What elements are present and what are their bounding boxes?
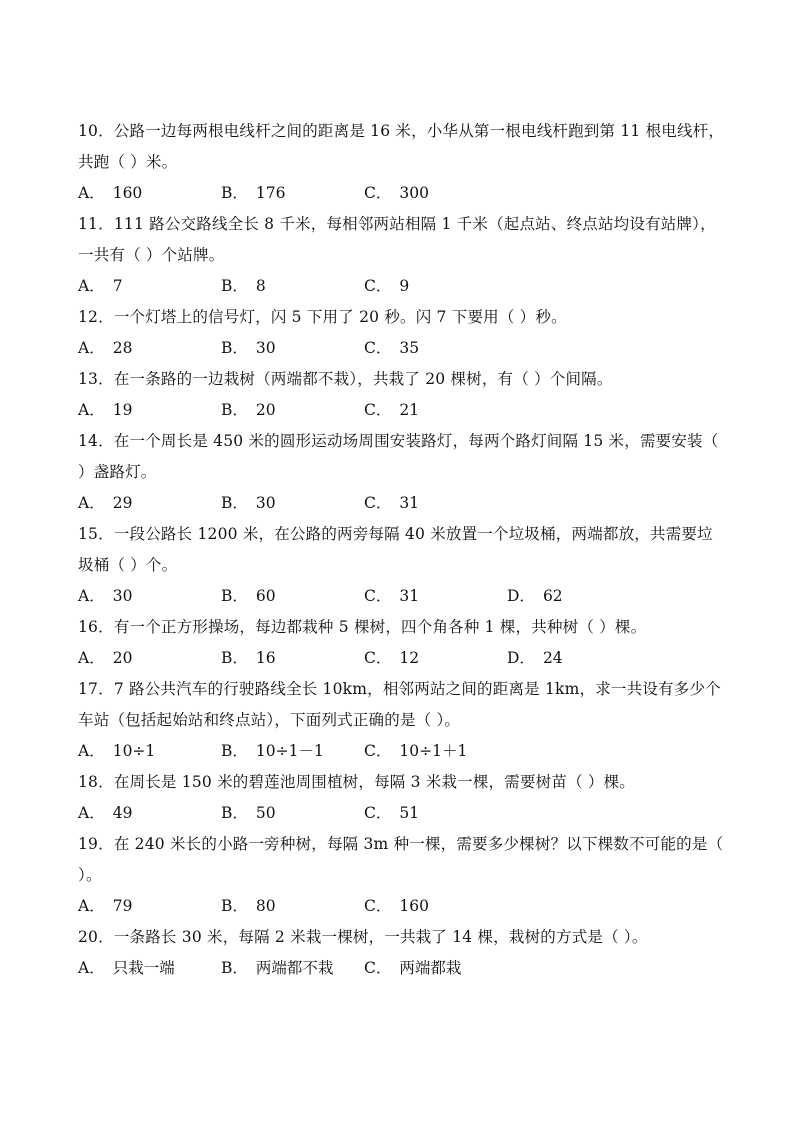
option-a[interactable]	[78, 798, 221, 829]
option-label: A．	[78, 401, 105, 419]
option-text: 10÷1－1	[255, 742, 324, 760]
question-stem	[78, 302, 728, 333]
question-15	[78, 519, 728, 612]
question-10	[78, 116, 728, 209]
option-text: 8	[255, 277, 266, 295]
option-text: 60	[255, 587, 276, 605]
option-label: A．	[78, 494, 105, 512]
option-text: 35	[399, 339, 420, 357]
option-text: 176	[255, 184, 286, 202]
question-number: 14．	[78, 432, 114, 450]
option-label: A．	[78, 277, 105, 295]
question-stem	[78, 674, 728, 736]
option-c[interactable]	[364, 271, 507, 302]
question-number: 18．	[78, 773, 114, 791]
question-stem	[78, 364, 728, 395]
option-label: A．	[78, 959, 105, 977]
option-label: C．	[364, 339, 392, 357]
option-c[interactable]	[364, 488, 507, 519]
option-label: A．	[78, 184, 105, 202]
option-label: C．	[364, 742, 392, 760]
question-text: 在一个周长是 450 米的圆形运动场周围安装路灯，每两个路灯间隔 15 米，需要安装（ ）盏路灯。	[78, 432, 719, 481]
option-text: 20	[255, 401, 276, 419]
question-stem	[78, 612, 728, 643]
option-text: 62	[542, 587, 563, 605]
option-label: C．	[364, 494, 392, 512]
option-b[interactable]	[221, 643, 364, 674]
option-d[interactable]	[507, 581, 650, 612]
option-c[interactable]	[364, 178, 507, 209]
question-16	[78, 612, 728, 674]
option-label: A．	[78, 339, 105, 357]
question-number: 10．	[78, 122, 114, 140]
option-b[interactable]	[221, 178, 364, 209]
option-text: 31	[399, 494, 420, 512]
question-number: 12．	[78, 308, 114, 326]
question-11	[78, 209, 728, 302]
question-number: 16．	[78, 618, 114, 636]
option-b[interactable]	[221, 798, 364, 829]
question-17	[78, 674, 728, 767]
option-c[interactable]	[364, 395, 507, 426]
option-label: A．	[78, 804, 105, 822]
question-text: 在周长是 150 米的碧莲池周围植树，每隔 3 米栽一棵，需要树苗（ ）棵。	[113, 773, 636, 791]
option-row	[78, 581, 728, 612]
option-a[interactable]	[78, 271, 221, 302]
option-text: 20	[112, 649, 133, 667]
option-row	[78, 798, 728, 829]
option-label: B．	[221, 401, 248, 419]
question-text: 一个灯塔上的信号灯，闪 5 下用了 20 秒。闪 7 下要用（ ）秒。	[113, 308, 567, 326]
option-label: A．	[78, 897, 105, 915]
question-number: 19．	[78, 835, 114, 853]
question-text: 一条路长 30 米，每隔 2 米栽一棵树，一共栽了 14 棵，栽树的方式是（ ）。	[113, 928, 648, 946]
option-b[interactable]	[221, 953, 364, 984]
question-stem	[78, 829, 728, 891]
option-row	[78, 891, 728, 922]
option-label: B．	[221, 184, 248, 202]
option-label: C．	[364, 897, 392, 915]
option-label: C．	[364, 804, 392, 822]
option-text: 7	[112, 277, 123, 295]
option-text: 30	[255, 339, 276, 357]
question-text: 在 240 米长的小路一旁种树，每隔 3m 种一棵，需要多少棵树？以下棵数不可能的是（ ）。	[78, 835, 724, 884]
option-row	[78, 333, 728, 364]
question-stem	[78, 209, 728, 271]
question-stem	[78, 116, 728, 178]
question-stem	[78, 767, 728, 798]
option-b[interactable]	[221, 395, 364, 426]
option-row	[78, 488, 728, 519]
option-row	[78, 395, 728, 426]
option-d[interactable]	[507, 643, 650, 674]
question-stem	[78, 922, 728, 953]
option-c[interactable]	[364, 798, 507, 829]
option-b[interactable]	[221, 333, 364, 364]
option-b[interactable]	[221, 581, 364, 612]
option-label: C．	[364, 959, 392, 977]
question-number: 11．	[78, 215, 114, 233]
question-text: 111 路公交路线全长 8 千米，每相邻两站相隔 1 千米（起点站、终点站均设有站牌），一共有（ ）个站牌。	[78, 215, 716, 264]
option-label: B．	[221, 959, 248, 977]
option-text: 30	[255, 494, 276, 512]
option-text: 24	[542, 649, 563, 667]
option-label: C．	[364, 401, 392, 419]
option-row	[78, 953, 728, 984]
option-b[interactable]	[221, 736, 364, 767]
option-text: 160	[399, 897, 429, 915]
option-row	[78, 736, 728, 767]
option-label: C．	[364, 277, 392, 295]
option-label: B．	[221, 897, 248, 915]
question-number: 17．	[78, 680, 114, 698]
option-row	[78, 643, 728, 674]
option-text: 10÷1	[112, 742, 156, 760]
question-20	[78, 922, 728, 984]
option-a[interactable]	[78, 953, 221, 984]
option-c[interactable]	[364, 953, 507, 984]
question-number: 15．	[78, 525, 114, 543]
option-label: B．	[221, 339, 248, 357]
option-c[interactable]	[364, 736, 507, 767]
option-text: 16	[255, 649, 276, 667]
option-label: D．	[507, 587, 535, 605]
option-a[interactable]	[78, 581, 221, 612]
option-label: C．	[364, 184, 392, 202]
option-text: 160	[112, 184, 143, 202]
option-label: B．	[221, 742, 248, 760]
option-text: 30	[112, 587, 133, 605]
option-text: 9	[399, 277, 410, 295]
option-row	[78, 271, 728, 302]
question-14	[78, 426, 728, 519]
question-13	[78, 364, 728, 426]
option-b[interactable]	[221, 488, 364, 519]
option-text: 300	[399, 184, 429, 202]
option-a[interactable]	[78, 488, 221, 519]
option-text: 28	[112, 339, 133, 357]
option-text: 50	[255, 804, 276, 822]
option-text: 10÷1＋1	[399, 742, 468, 760]
option-text: 80	[255, 897, 276, 915]
option-a[interactable]	[78, 736, 221, 767]
option-a[interactable]	[78, 395, 221, 426]
option-text: 29	[112, 494, 133, 512]
option-label: B．	[221, 587, 248, 605]
question-text: 7 路公共汽车的行驶路线全长 10km，相邻两站之间的距离是 1km，求一共设有多少个车站（包括起始站和终点站），下面列式正确的是（ ）。	[78, 680, 721, 729]
option-b[interactable]	[221, 891, 364, 922]
option-label: B．	[221, 277, 248, 295]
question-18	[78, 767, 728, 829]
option-label: D．	[507, 649, 535, 667]
option-row	[78, 178, 728, 209]
option-text: 31	[399, 587, 420, 605]
option-text: 19	[112, 401, 133, 419]
option-label: C．	[364, 649, 392, 667]
question-text: 一段公路长 1200 米，在公路的两旁每隔 40 米放置一个垃圾桶，两端都放，共需要垃圾桶（ ）个。	[78, 525, 713, 574]
question-text: 在一条路的一边栽树（两端都不栽），共栽了 20 棵树，有（ ）个间隔。	[113, 370, 613, 388]
option-label: A．	[78, 587, 105, 605]
question-text: 公路一边每两根电线杆之间的距离是 16 米，小华从第一根电线杆跑到第 11 根电线杆，共跑（ ）米。	[78, 122, 725, 171]
option-a[interactable]	[78, 333, 221, 364]
option-text: 21	[399, 401, 420, 419]
option-label: A．	[78, 649, 105, 667]
option-text: 49	[112, 804, 133, 822]
question-text: 有一个正方形操场，每边都栽种 5 棵树，四个角各种 1 棵，共种树（ ）棵。	[113, 618, 647, 636]
option-label: C．	[364, 587, 392, 605]
option-a[interactable]	[78, 178, 221, 209]
option-label: B．	[221, 804, 248, 822]
option-a[interactable]	[78, 891, 221, 922]
option-text: 两端都不栽	[255, 959, 334, 977]
option-c[interactable]	[364, 643, 507, 674]
question-list	[78, 116, 728, 984]
option-text: 79	[112, 897, 133, 915]
option-c[interactable]	[364, 333, 507, 364]
option-a[interactable]	[78, 643, 221, 674]
option-b[interactable]	[221, 271, 364, 302]
question-12	[78, 302, 728, 364]
option-label: B．	[221, 494, 248, 512]
question-19	[78, 829, 728, 922]
option-text: 两端都栽	[399, 959, 462, 977]
option-text: 只栽一端	[112, 959, 175, 977]
option-c[interactable]	[364, 581, 507, 612]
question-stem	[78, 426, 728, 488]
option-label: B．	[221, 649, 248, 667]
question-number: 20．	[78, 928, 114, 946]
question-stem	[78, 519, 728, 581]
question-number: 13．	[78, 370, 114, 388]
option-label: A．	[78, 742, 105, 760]
option-text: 12	[399, 649, 420, 667]
option-c[interactable]	[364, 891, 507, 922]
option-text: 51	[399, 804, 420, 822]
